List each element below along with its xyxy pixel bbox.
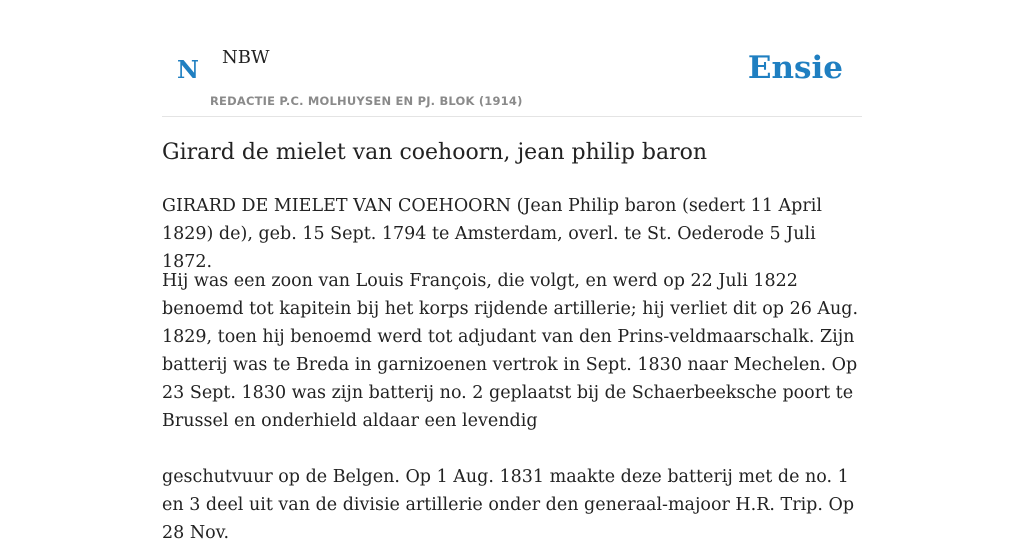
- article-title: Girard de mielet van coehoorn, jean philip baron: [162, 140, 708, 165]
- source-subtitle: REDACTIE P.C. MOLHUYSEN EN PJ. BLOK (1914): [210, 94, 523, 108]
- page-header: [162, 0, 862, 117]
- article-paragraph: Hij was een zoon van Louis François, die volgt, en werd op 22 Juli 1822 benoemd tot kapitein bij het korps rijdende artillerie; hij verliet dit op 26 Aug. 1829, toen hij benoemd werd tot adjudant van den Prins-veldmaarschalk. Zijn batterij was te Breda in garnizoenen vertrok in Sept. 1830 naar Mechelen. Op 23 Sept. 1830 was zijn batterij no. 2 geplaatst bij de Schaerbeeksche poort te Brussel en onderhield aldaar een levendig: [162, 271, 859, 431]
- source-logo[interactable]: N: [177, 55, 199, 84]
- article-paragraph: geschutvuur op de Belgen. Op 1 Aug. 1831 maakte deze batterij met de no. 1 en 3 deel uit van de divisie artillerie onder den generaal-majoor H.R. Trip. Op 28 Nov.: [162, 467, 855, 543]
- article-page: [162, 0, 862, 543]
- source-name[interactable]: NBW: [222, 47, 270, 68]
- brand-logo[interactable]: Ensie: [747, 50, 843, 86]
- article-paragraph: GIRARD DE MIELET VAN COEHOORN (Jean Philip baron (sedert 11 April 1829) de), geb. 15 Sept. 1794 te Amsterdam, overl. te St. Oederode 5 Juli 1872.: [162, 196, 822, 272]
